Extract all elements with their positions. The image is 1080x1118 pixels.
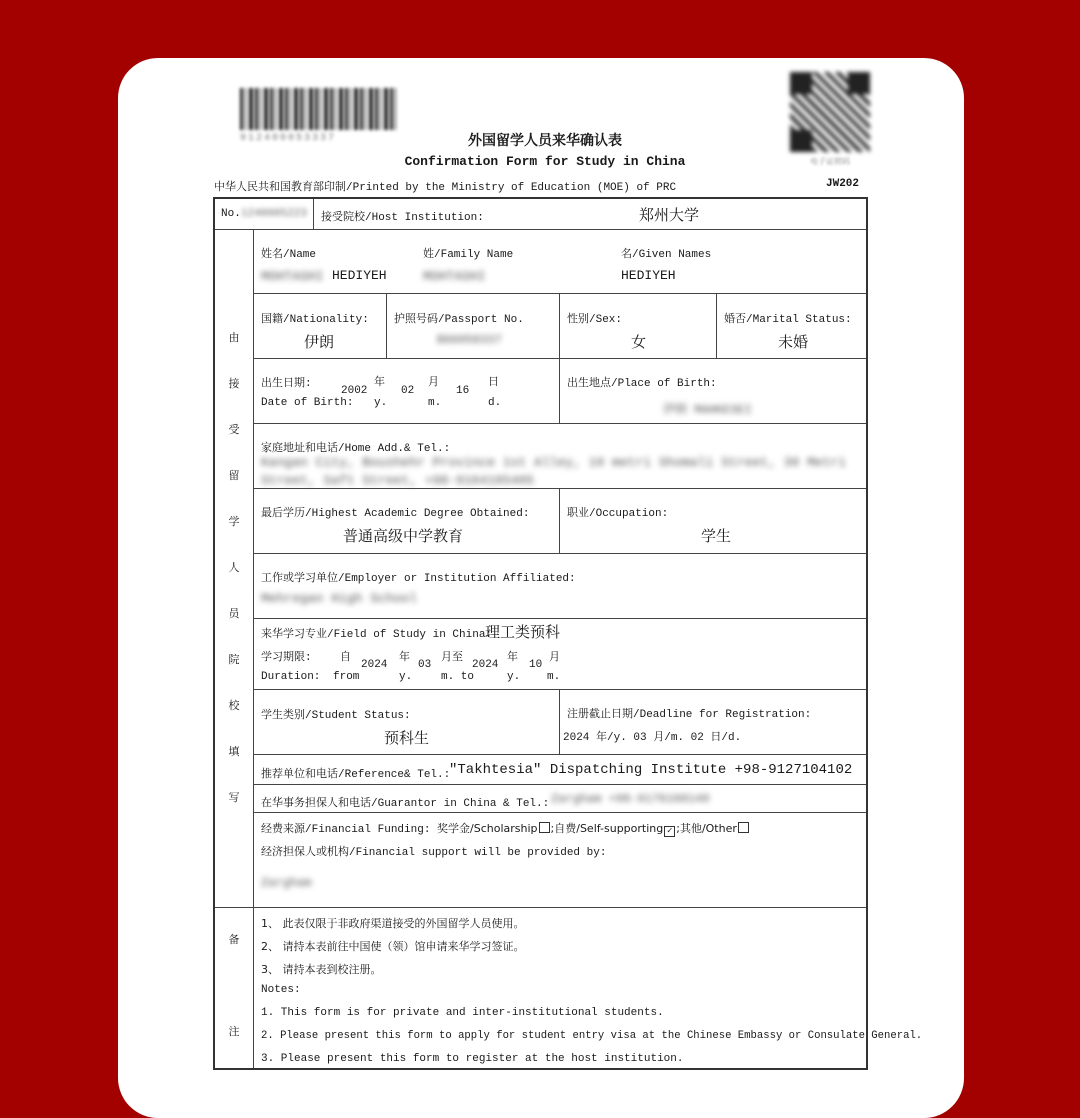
start-year-unit-en: y.	[399, 671, 413, 683]
funding-other: ;其他/Other	[676, 822, 737, 835]
end-month: 10	[529, 659, 543, 671]
duration-to-en: m. to	[441, 671, 475, 683]
marital-status-label: 婚否/Marital Status:	[724, 314, 852, 326]
confirmation-form-table	[213, 197, 923, 1070]
employer-value: Mehregan High School	[261, 591, 418, 606]
birth-year-unit-en: y.	[374, 397, 388, 409]
other-checkbox	[738, 822, 749, 833]
field-of-study-label: 来华学习专业/Field of Study in China:	[261, 629, 493, 641]
birth-day-unit-cn: 日	[488, 377, 499, 389]
funding-row	[261, 820, 750, 837]
end-month-unit-cn: 月	[549, 652, 560, 664]
occupation-value: 学生	[701, 527, 732, 545]
name-surname-value: MOHTASHI	[261, 269, 324, 284]
deadline-value: 2024 年/y. 03 月/m. 02 日/d.	[563, 732, 742, 744]
birth-day: 16	[456, 385, 470, 397]
start-month: 03	[418, 659, 432, 671]
duration-from-cn: 自	[340, 652, 351, 664]
barcode-image	[240, 88, 398, 130]
duration-label-cn: 学习期限:	[261, 652, 312, 664]
side-label-filled-by-institution: 由 接 受 留 学 人 员 院 校 填 写	[228, 331, 240, 804]
end-year: 2024	[472, 659, 499, 671]
end-year-unit-en: y.	[507, 671, 521, 683]
nationality-value: 伊朗	[304, 333, 335, 351]
sex-value: 女	[631, 333, 647, 351]
note-en-1: 1. This form is for private and inter-institutional students.	[261, 1007, 664, 1019]
passport-label: 护照号码/Passport No.	[394, 314, 524, 326]
sex-label: 性别/Sex:	[567, 314, 623, 326]
marital-status-value: 未婚	[778, 333, 809, 351]
birth-month-unit-cn: 月	[428, 377, 439, 389]
qr-caption: 电子证照码	[810, 158, 850, 167]
no-label: No.	[221, 208, 241, 220]
home-address-line2: Street, Saft Street, +98-9164185405	[261, 473, 535, 488]
birth-month-unit-en: m.	[428, 397, 442, 409]
home-address-line1: Kangan City, Boushehr Province 1st Alley, 10 metri Shomali Street, 30 Metri	[261, 455, 847, 470]
start-year: 2024	[361, 659, 388, 671]
student-status-value: 预科生	[384, 729, 430, 747]
financial-support-label: 经济担保人或机构/Financial support will be provided by:	[261, 847, 607, 859]
home-address-label: 家庭地址和电话/Home Add.& Tel.:	[261, 443, 451, 455]
remark-cn-3: 3、 请持本表到校注册。	[261, 963, 382, 976]
form-title-en: Confirmation Form for Study in China	[404, 154, 686, 169]
employer-label: 工作或学习单位/Employer or Institution Affiliated:	[261, 573, 576, 585]
name-label: 姓名/Name	[261, 249, 317, 261]
birth-year: 2002	[341, 385, 368, 397]
barcode-number: 912400053337	[240, 133, 337, 144]
note-en-2: 2. Please present this form to apply for student entry visa at the Chinese Embassy or Consulate General.	[261, 1030, 923, 1042]
occupation-label: 职业/Occupation:	[567, 508, 669, 520]
end-month-unit-en: m.	[547, 671, 561, 683]
qr-code-image	[790, 72, 870, 152]
degree-label: 最后学历/Highest Academic Degree Obtained:	[261, 508, 530, 520]
start-year-unit-cn: 年	[399, 652, 410, 664]
passport-value: B66058337	[437, 333, 502, 347]
birth-month: 02	[401, 385, 415, 397]
birth-day-unit-en: d.	[488, 397, 502, 409]
host-institution-label: 接受院校/Host Institution:	[321, 212, 484, 224]
funding-label: 经费来源/Financial Funding:	[261, 824, 431, 836]
side-label-remarks: 备 注	[228, 933, 240, 1038]
note-en-3: 3. Please present this form to register at the host institution.	[261, 1053, 684, 1065]
duration-label-en: Duration:	[261, 671, 321, 683]
place-of-birth-value: 伊朗 MAHKESEI	[663, 403, 752, 417]
birth-year-unit-cn: 年	[374, 377, 385, 389]
place-of-birth-label: 出生地点/Place of Birth:	[567, 378, 717, 390]
scholarship-checkbox	[539, 822, 550, 833]
duration-from-en: from	[333, 671, 360, 683]
name-given-value: HEDIYEH	[332, 268, 387, 283]
reference-value: "Takhtesia" Dispatching Institute +98-9127104102	[449, 762, 853, 778]
financial-support-value: Zargham	[261, 876, 312, 890]
guarantor-label: 在华事务担保人和电话/Guarantor in China & Tel.:	[261, 798, 550, 810]
remark-cn-2: 2、 请持本表前往中国使（领）馆申请来华学习签证。	[261, 940, 525, 953]
birth-date-label-en: Date of Birth:	[261, 397, 354, 409]
nationality-label: 国籍/Nationality:	[261, 314, 369, 326]
self-supporting-checkbox-checked: ✓	[664, 826, 675, 837]
form-code: JW202	[826, 178, 860, 190]
guarantor-value: Zargham +98-9176168140	[551, 792, 710, 806]
field-of-study-value: 理工类预科	[485, 623, 561, 641]
printed-by: 中华人民共和国教育部印制/Printed by the Ministry of Education (MOE) of PRC	[214, 182, 677, 194]
form-title-cn: 外国留学人员来华确认表	[468, 133, 622, 149]
reference-label: 推荐单位和电话/Reference& Tel.:	[261, 769, 451, 781]
degree-value: 普通高级中学教育	[343, 527, 464, 545]
notes-heading: Notes:	[261, 984, 301, 996]
duration-to-cn: 月至	[441, 652, 463, 664]
family-name-label: 姓/Family Name	[423, 249, 514, 261]
given-names-value: HEDIYEH	[621, 268, 676, 283]
end-year-unit-cn: 年	[507, 652, 518, 664]
remark-cn-1: 1、 此表仅限于非政府渠道接受的外国留学人员使用。	[261, 917, 525, 930]
birth-date-label-cn: 出生日期:	[261, 378, 312, 390]
family-name-value: MOHTASHI	[423, 269, 486, 284]
student-status-label: 学生类别/Student Status:	[261, 710, 411, 722]
host-institution-value: 郑州大学	[639, 206, 700, 224]
funding-scholarship: 奖学金/Scholarship	[437, 822, 538, 835]
deadline-label: 注册截止日期/Deadline for Registration:	[567, 709, 812, 721]
no-value: 1240005223	[241, 208, 308, 220]
funding-self-supporting: ;自费/Self-supporting	[550, 822, 664, 835]
given-names-label: 名/Given Names	[621, 249, 712, 261]
